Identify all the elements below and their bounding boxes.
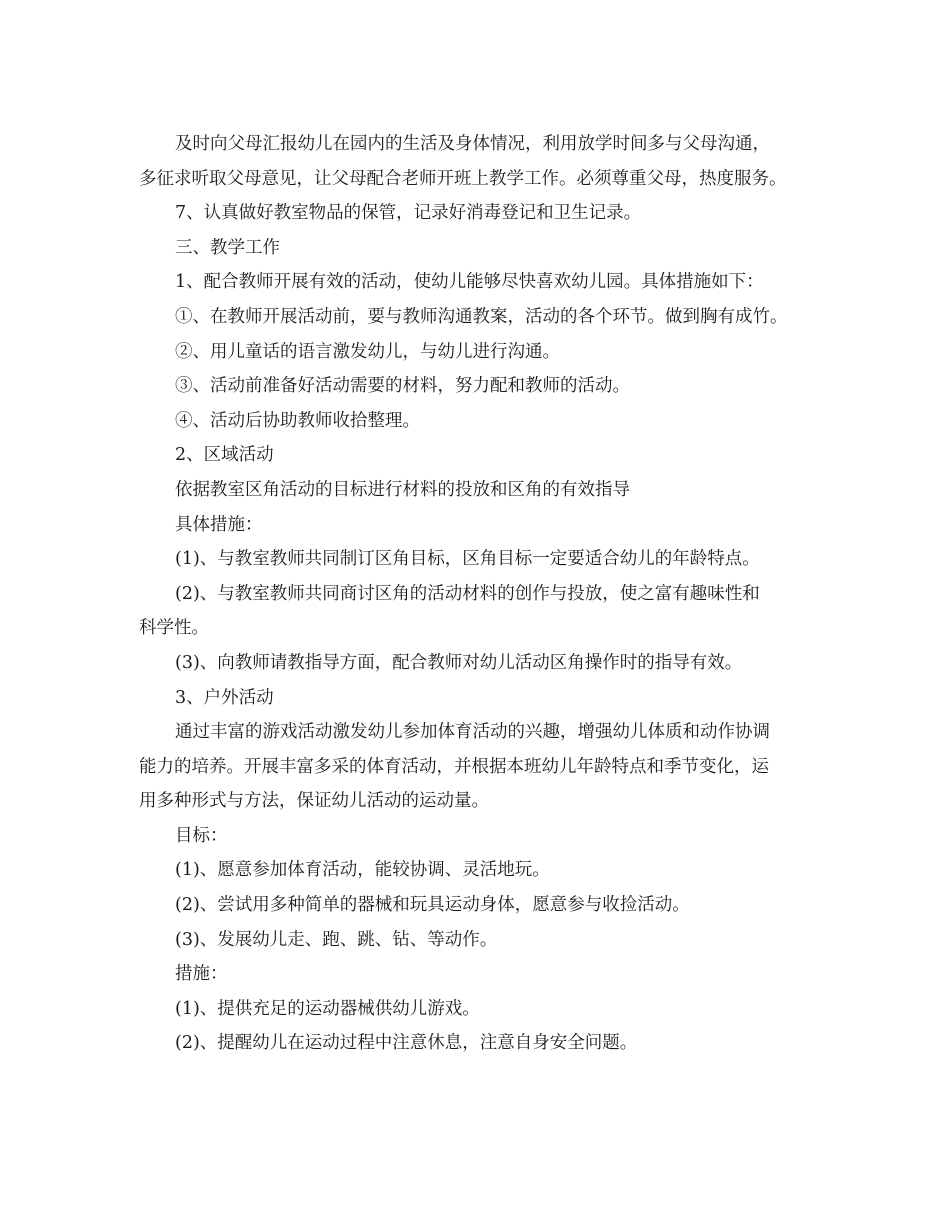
text-line: (2)、与教室教师共同商讨区角的活动材料的创作与投放，使之富有趣味性和 xyxy=(175,583,760,604)
text-line: 措施： xyxy=(175,964,228,985)
text-line: 具体措施： xyxy=(175,514,263,535)
text-line: ④、活动后协助教师收拾整理。 xyxy=(175,410,420,431)
text-line: ②、用儿童话的语言激发幼儿，与幼儿进行沟通。 xyxy=(175,341,560,362)
text-line: 及时向父母汇报幼儿在园内的生活及身体情况，利用放学时间多与父母沟通， xyxy=(175,134,770,154)
text-line: 三、教学工作 xyxy=(175,237,280,258)
text-line: 能力的培养。开展丰富多采的体育活动，并根据本班幼儿年龄特点和季节变化，运 xyxy=(139,756,769,777)
text-line: 7、认真做好教室物品的保管，记录好消毒登记和卫生记录。 xyxy=(175,203,642,224)
text-line: 多征求听取父母意见，让父母配合老师开班上教学工作。必须尊重父母，热度服务。 xyxy=(139,168,787,189)
text-line: 3、户外活动 xyxy=(175,687,274,708)
text-line: (2)、提醒幼儿在运动过程中注意休息，注意自身安全问题。 xyxy=(175,1033,638,1054)
text-line: 2、区域活动 xyxy=(175,445,274,466)
text-line: (1)、与教室教师共同制订区角目标，区角目标一定要适合幼儿的年龄特点。 xyxy=(175,549,760,570)
text-line: 通过丰富的游戏活动激发幼儿参加体育活动的兴趣，增强幼儿体质和动作协调 xyxy=(175,722,770,743)
text-line: 目标： xyxy=(175,825,228,846)
text-line: (3)、向教师请教指导方面，配合教师对幼儿活动区角操作时的指导有效。 xyxy=(175,652,743,673)
text-line: (1)、提供充足的运动器械供幼儿游戏。 xyxy=(175,998,480,1019)
text-line: 1、配合教师开展有效的活动，使幼儿能够尽快喜欢幼儿园。具体措施如下： xyxy=(175,272,764,293)
text-line: ①、在教师开展活动前，要与教师沟通教案，活动的各个环节。做到胸有成竹。 xyxy=(175,306,788,327)
text-line: ③、活动前准备好活动需要的材料，努力配和教师的活动。 xyxy=(175,376,630,397)
text-line: 用多种形式与方法，保证幼儿活动的运动量。 xyxy=(139,791,489,812)
document-body xyxy=(139,127,839,1061)
text-line: 科学性。 xyxy=(139,618,209,639)
text-line: (3)、发展幼儿走、跑、跳、钻、等动作。 xyxy=(175,929,498,950)
text-line: (2)、尝试用多种简单的器械和玩具运动身体，愿意参与收捡活动。 xyxy=(175,895,690,916)
text-line: 依据教室区角活动的目标进行材料的投放和区角的有效指导 xyxy=(175,479,630,500)
text-line: (1)、愿意参加体育活动，能较协调、灵活地玩。 xyxy=(175,860,550,881)
